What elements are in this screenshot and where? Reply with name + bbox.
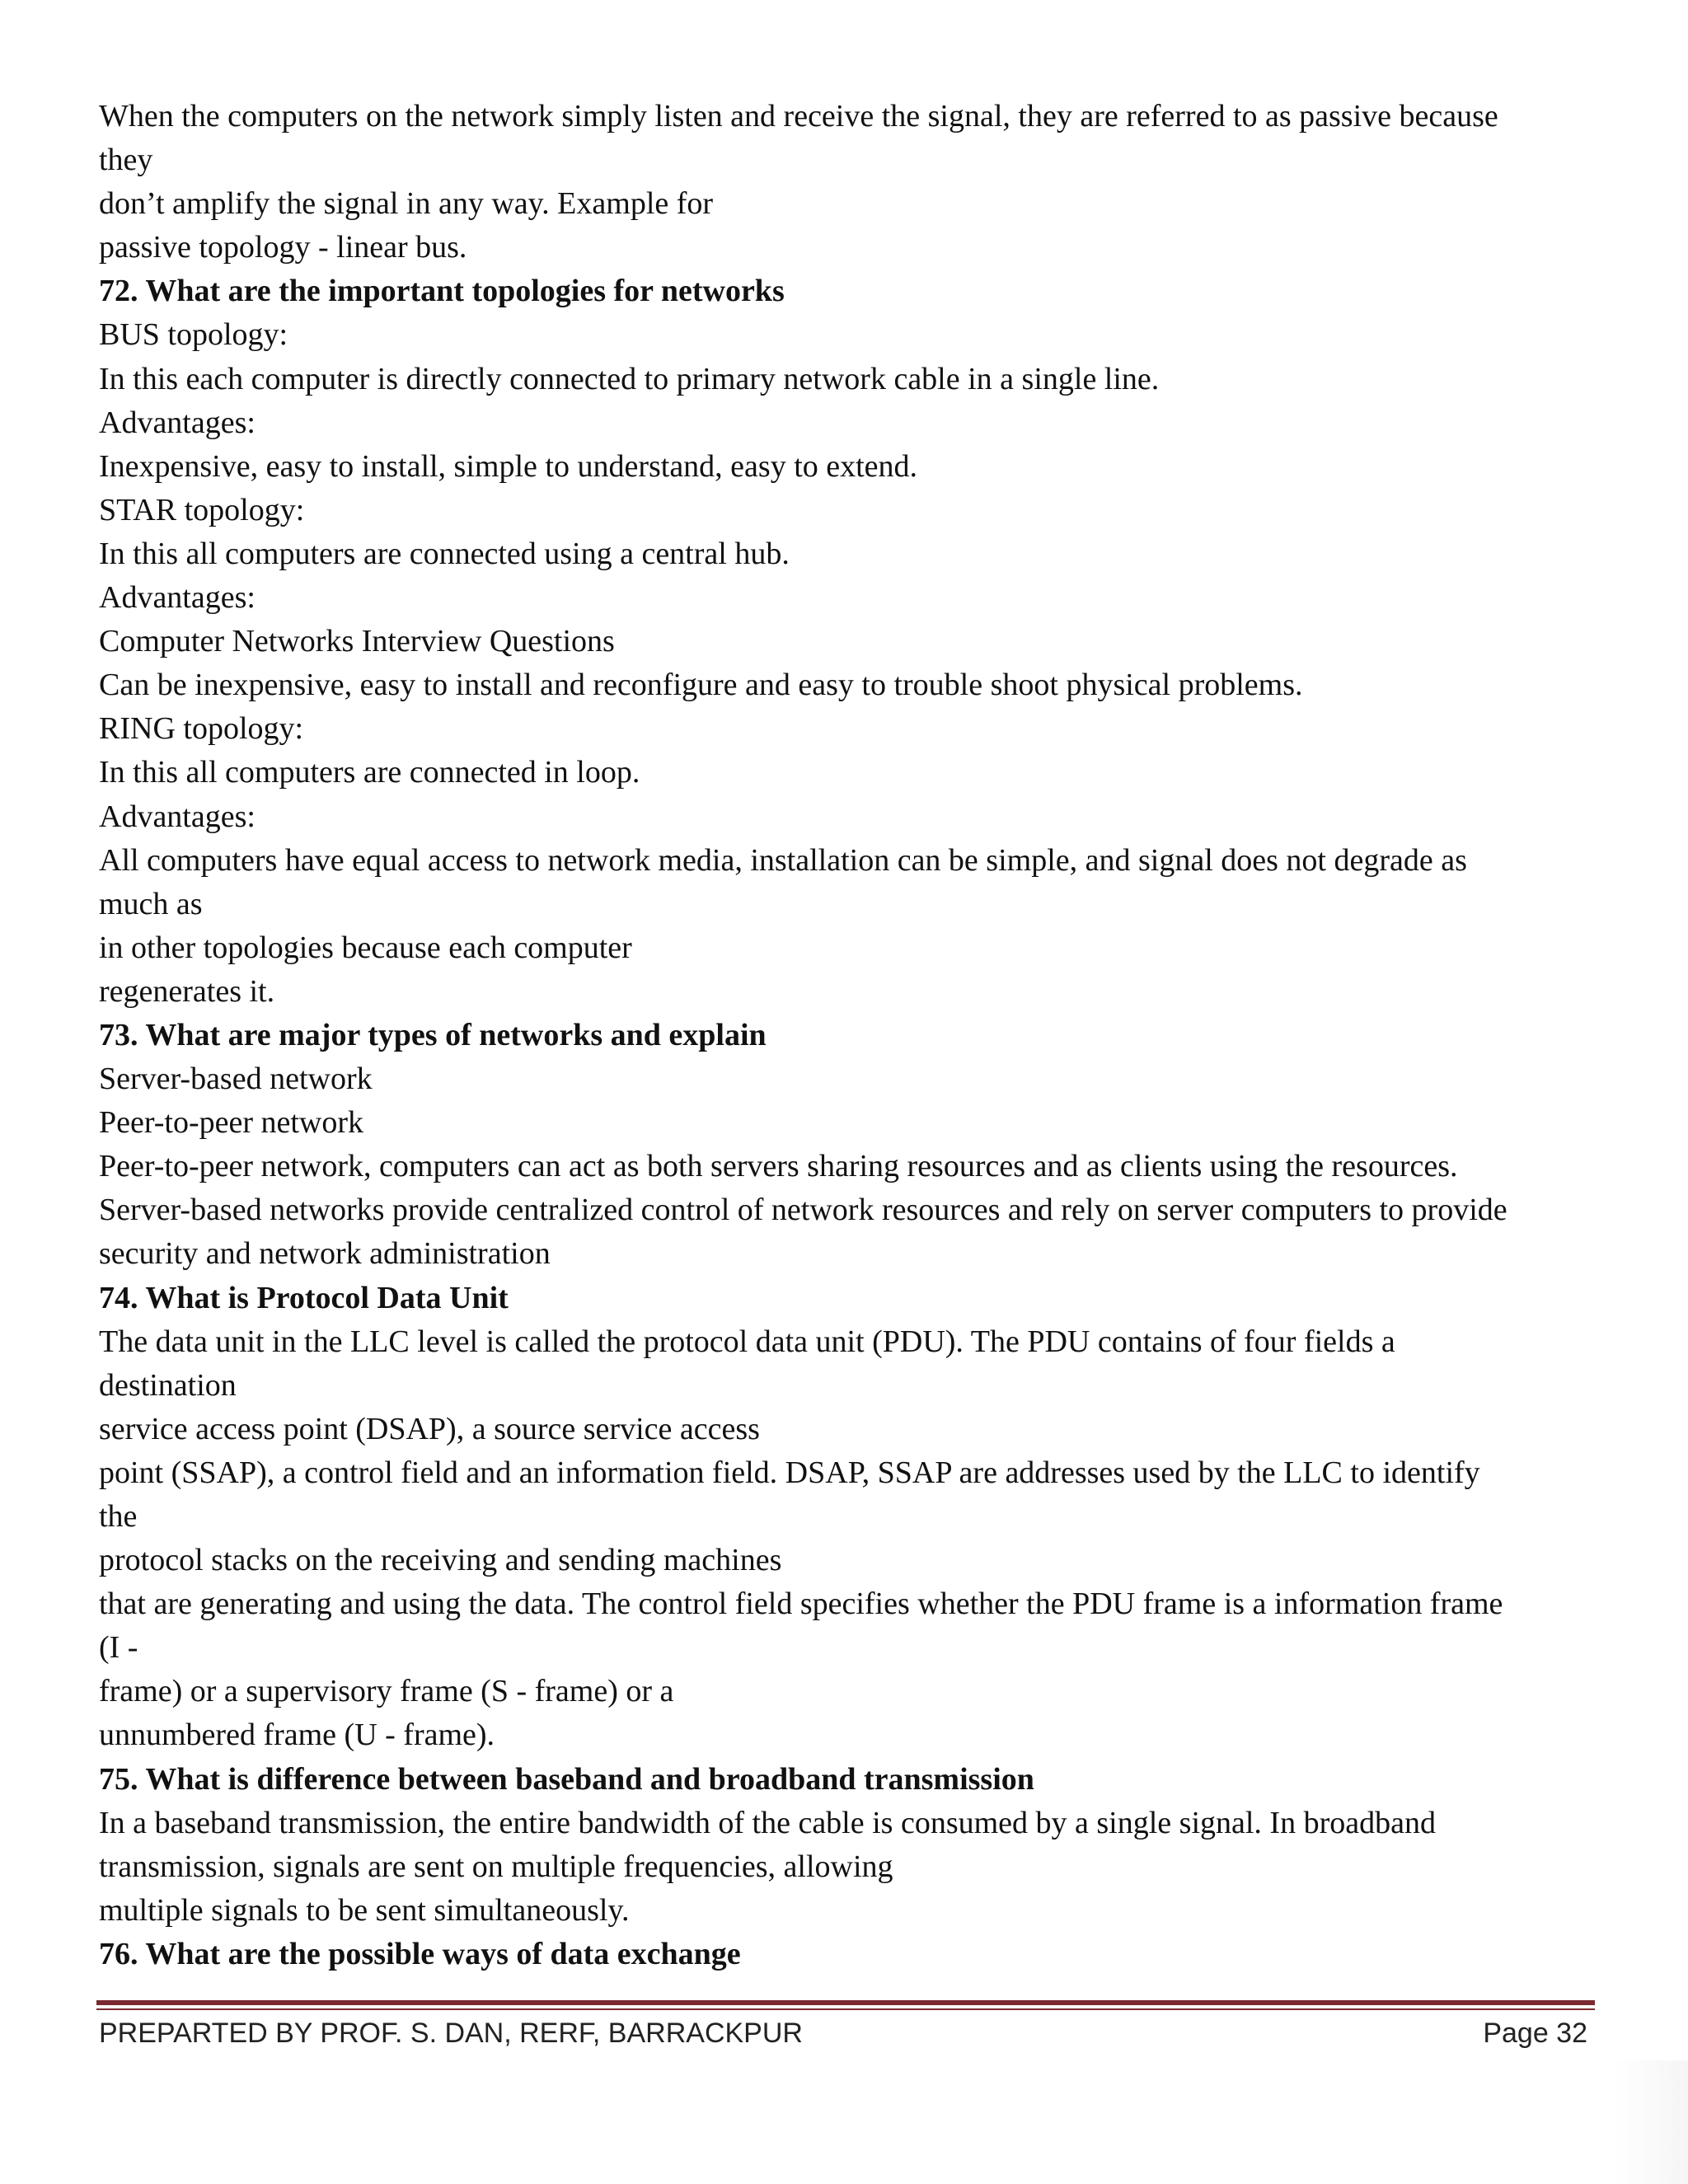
footer-page-number: Page 32 [1483,2018,1587,2049]
text-line: that are generating and using the data. The control field specifies whether the PDU frame is a information frame [99,1586,1503,1622]
text-line: Can be inexpensive, easy to install and reconfigure and easy to trouble shoot physical problems. [99,668,1303,703]
text-line: (I - [99,1630,138,1666]
footer-author: PREPARTED BY PROF. S. DAN, RERF, BARRACKPUR [99,2018,803,2049]
text-line: transmission, signals are sent on multiple frequencies, allowing [99,1849,893,1884]
text-line: When the computers on the network simply listen and receive the signal, they are referred to as passive because [99,99,1498,134]
text-line: multiple signals to be sent simultaneously. [99,1892,630,1928]
text-line: The data unit in the LLC level is called the protocol data unit (PDU). The PDU contains of four fields a [99,1324,1395,1359]
question-heading: 76. What are the possible ways of data exchange [99,1936,741,1971]
text-line: destination [99,1367,237,1403]
text-line: regenerates it. [99,973,275,1009]
question-heading: 75. What is difference between baseband and broadband transmission [99,1761,1034,1797]
text-line: Advantages: [99,405,256,440]
text-line: All computers have equal access to network media, installation can be simple, and signal does not degrade as [99,842,1467,878]
question-heading: 74. What is Protocol Data Unit [99,1280,509,1315]
text-line: service access point (DSAP), a source service access [99,1411,760,1446]
text-line: Advantages: [99,799,256,834]
footer-divider [96,2000,1595,2012]
text-line: frame) or a supervisory frame (S - frame) or a [99,1674,674,1709]
text-line: STAR topology: [99,492,305,527]
text-line: passive topology - linear bus. [99,230,467,265]
text-line: Peer-to-peer network [99,1105,364,1141]
text-line: unnumbered frame (U - frame). [99,1718,495,1753]
text-line: protocol stacks on the receiving and sending machines [99,1543,782,1578]
text-line: point (SSAP), a control field and an information field. DSAP, SSAP are addresses used by the LLC to identify [99,1455,1480,1490]
text-line: In this all computers are connected in loop. [99,755,640,790]
question-heading: 72. What are the important topologies for networks [99,274,785,309]
text-line: much as [99,886,203,921]
text-line: In this each computer is directly connected to primary network cable in a single line. [99,361,1160,396]
page-body-text [99,95,1599,1976]
text-line: Server-based networks provide centralized control of network resources and rely on server computers to provide [99,1193,1507,1228]
text-line: Inexpensive, easy to install, simple to understand, easy to extend. [99,448,918,484]
text-line: security and network administration [99,1236,551,1272]
footer-divider-thin [96,2008,1595,2010]
footer-divider-thick [96,2000,1595,2005]
text-line: in other topologies because each computer [99,930,632,965]
text-line: Server-based network [99,1062,373,1097]
text-line: In a baseband transmission, the entire bandwidth of the cable is consumed by a single signal. In broadband [99,1805,1436,1840]
text-line: Peer-to-peer network, computers can act as both servers sharing resources and as clients using the resources. [99,1149,1458,1184]
question-heading: 73. What are major types of networks and explain [99,1017,767,1052]
text-line: RING topology: [99,711,304,747]
text-line: Computer Networks Interview Questions [99,624,615,659]
text-line: they [99,143,153,178]
text-line: In this all computers are connected using a central hub. [99,536,790,571]
page-edge-shadow [1614,2060,1688,2184]
text-line: BUS topology: [99,317,288,353]
text-line: the [99,1499,138,1534]
text-line: Advantages: [99,580,256,616]
text-line: don’t amplify the signal in any way. Example for [99,186,714,222]
